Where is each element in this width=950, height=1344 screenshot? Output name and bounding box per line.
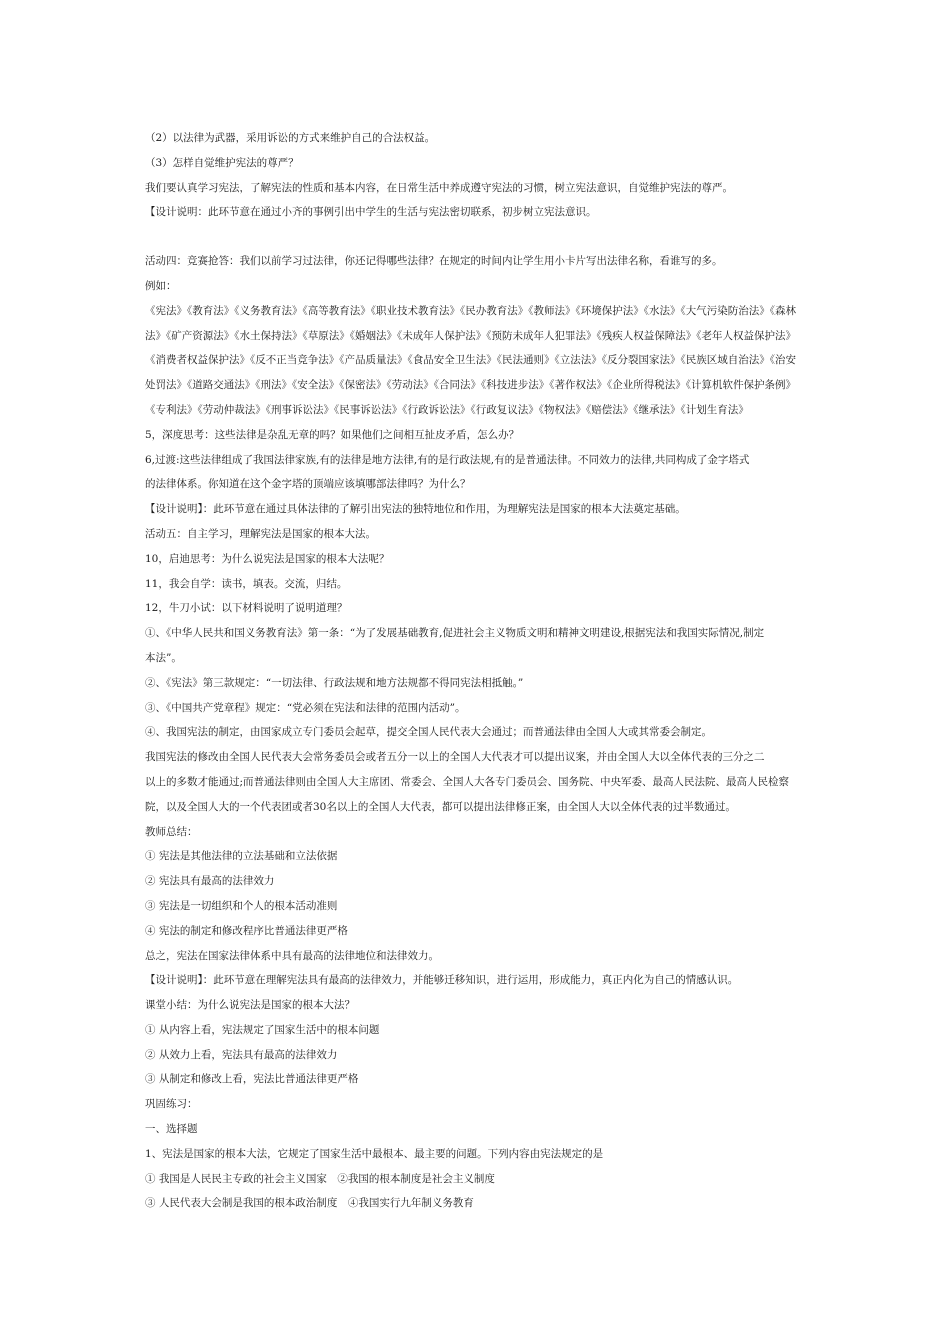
law-list-line: 法》《矿产资源法》《水土保持法》《草原法》《婚姻法》《未成年人保护法》《预防未成年人犯罪法》《残疾人权益保障法》《老年人权益保护法》: [145, 329, 796, 342]
question-option: ① 我国是人民民主专政的社会主义国家 ②我国的根本制度是社会主义制度: [145, 1172, 495, 1185]
document-body: [145, 126, 813, 1216]
summary-item: ① 从内容上看，宪法规定了国家生活中的根本问题: [145, 1023, 380, 1036]
activity-heading: 活动五：自主学习，理解宪法是国家的根本大法。: [145, 527, 376, 540]
blank-line: [145, 225, 813, 249]
paragraph-line: 10，启迪思考：为什么说宪法是国家的根本大法呢？: [145, 552, 390, 565]
law-list-line: 《宪法》《教育法》《义务教育法》《高等教育法》《职业技术教育法》《民办教育法》《教师法》《环境保护法》《水法》《大气污染防治法》《森林: [145, 304, 796, 317]
paragraph-line: 11，我会自学：读书，填表。交流，归结。: [145, 577, 348, 590]
law-list-line: 《专利法》《劳动仲裁法》《刑事诉讼法》《民事诉讼法》《行政诉讼法》《行政复议法》《物权法》《赔偿法》《继承法》《计划生育法》: [145, 403, 749, 416]
summary-item: ② 宪法具有最高的法律效力: [145, 875, 275, 888]
section-label: 一、选择题: [145, 1123, 198, 1136]
design-note: 【设计说明】：此环节意在通过具体法律的了解引出宪法的独特地位和作用，为理解宪法是国家的根本大法奠定基础。: [145, 503, 686, 516]
summary-item: ① 宪法是其他法律的立法基础和立法依据: [145, 850, 338, 863]
section-label: 巩固练习：: [145, 1098, 198, 1111]
paragraph-line: 12，牛刀小试：以下材料说明了说明道理？: [145, 602, 348, 615]
law-list-line: 处罚法》《道路交通法》《刑法》《安全法》《保密法》《劳动法》《合同法》《科技进步法》《著作权法》《企业所得税法》《计算机软件保护条例》: [145, 379, 796, 392]
material-item: ④、我国宪法的制定，由国家成立专门委员会起草，提交全国人民代表大会通过；而普通法律由全国人大或其常委会制定。: [145, 726, 712, 739]
summary-item: ③ 宪法是一切组织和个人的根本活动准则: [145, 899, 338, 912]
material-item: 本法”。: [145, 651, 182, 664]
design-note: 【设计说明】：此环节意在理解宪法具有最高的法律效力，并能够迁移知识，进行运用，形成能力，真正内化为自己的情感认识。: [145, 974, 739, 987]
paragraph-line: 总之，宪法在国家法律体系中具有最高的法律地位和法律效力。: [145, 949, 439, 962]
summary-item: ④ 宪法的制定和修改程序比普通法律更严格: [145, 924, 348, 937]
activity-heading: 活动四：竞赛抢答：我们以前学习过法律，你还记得哪些法律？在规定的时间内让学生用小卡片写出法律名称，看谁写的多。: [145, 255, 723, 268]
paragraph-line: 院，以及全国人大的一个代表团或者30名以上的全国人大代表，都可以提出法律修正案，由全国人大以全体代表的过半数通过。: [145, 800, 736, 813]
material-item: ②、《宪法》第三款规定：“一切法律、行政法规和地方法规都不得同宪法相抵触。”: [145, 676, 524, 689]
design-note: 【设计说明：此环节意在通过小齐的事例引出中学生的生活与宪法密切联系，初步树立宪法意识。: [145, 206, 597, 219]
paragraph-line: （3）怎样自觉维护宪法的尊严？: [145, 156, 299, 169]
paragraph-line: 以上的多数才能通过;而普通法律则由全国人大主席团、常委会、全国人大各专门委员会、国务院、中央军委、最高人民法院、最高人民检察: [145, 775, 790, 788]
paragraph-line: 的法律体系。你知道在这个金字塔的顶端应该填哪部法律吗？为什么？: [145, 478, 471, 491]
paragraph-line: 例如：: [145, 279, 177, 292]
summary-item: ② 从效力上看，宪法具有最高的法律效力: [145, 1048, 338, 1061]
material-item: ①、《中华人民共和国义务教育法》第一条：“为了发展基础教育,促进社会主义物质文明和精神文明建设,根据宪法和我国实际情况,制定: [145, 627, 765, 640]
paragraph-line: 6,过渡:这些法律组成了我国法律家族,有的法律是地方法律,有的是行政法规,有的是普通法律。不同效力的法律,共同构成了金字塔式: [145, 453, 750, 466]
material-item: ③、《中国共产党章程》规定：“党必须在宪法和法律的范围内活动”。: [145, 701, 466, 714]
paragraph-line: 我们要认真学习宪法，了解宪法的性质和基本内容，在日常生活中养成遵守宪法的习惯，树立宪法意识，自觉维护宪法的尊严。: [145, 181, 733, 194]
section-label: 教师总结：: [145, 825, 198, 838]
summary-item: ③ 从制定和修改上看，宪法比普通法律更严格: [145, 1073, 359, 1086]
paragraph-line: 我国宪法的修改由全国人民代表大会常务委员会或者五分一以上的全国人大代表才可以提出议案，并由全国人大以全体代表的三分之二: [145, 751, 765, 764]
question-option: ③ 人民代表大会制是我国的根本政治制度 ④我国实行九年制义务教育: [145, 1197, 474, 1210]
paragraph-line: 5，深度思考：这些法律是杂乱无章的吗？如果他们之间相互扯皮矛盾，怎么办？: [145, 428, 520, 441]
law-list-line: 《消费者权益保护法》《反不正当竞争法》《产品质量法》《食品安全卫生法》《民法通则》《立法法》《反分裂国家法》《民族区域自治法》《治安: [145, 354, 796, 367]
section-label: 课堂小结：为什么说宪法是国家的根本大法？: [145, 999, 355, 1012]
paragraph-line: （2）以法律为武器，采用诉讼的方式来维护自己的合法权益。: [145, 132, 436, 144]
question-stem: 1、宪法是国家的根本大法，它规定了国家生活中最根本、最主要的问题。下列内容由宪法规定的是: [145, 1147, 604, 1160]
